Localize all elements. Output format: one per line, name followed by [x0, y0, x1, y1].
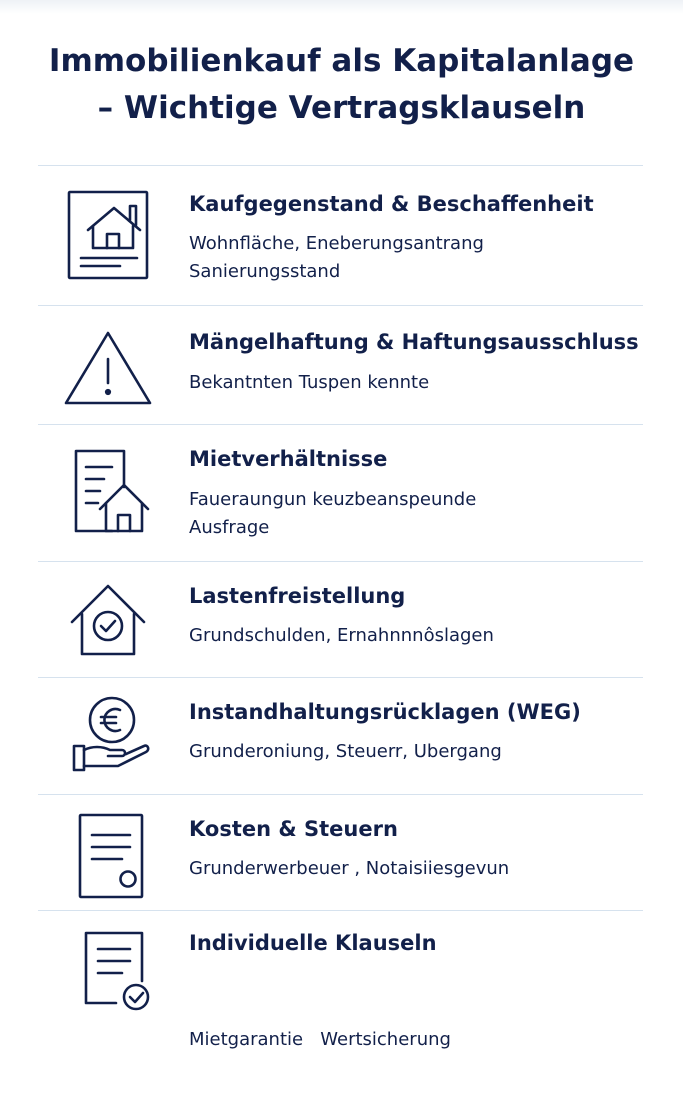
document-check-icon — [60, 929, 156, 1025]
page-title-line-2: – Wichtige Vertragsklauseln — [97, 90, 586, 126]
house-check-icon — [60, 578, 156, 674]
divider — [38, 424, 643, 425]
euro-coin-hand-icon — [60, 690, 156, 786]
divider — [38, 305, 643, 306]
item-description: Grundschulden, Ernahnnnôslagen — [189, 625, 494, 646]
warning-triangle-icon — [60, 321, 156, 417]
document-house-icon — [60, 447, 156, 543]
item-description: Grunderoniung, Steuerr, Ubergang — [189, 741, 502, 762]
document-seal-icon — [60, 811, 156, 907]
item-description: Grunderwerbeuer , Notaisiiesgevun — [189, 858, 510, 879]
divider — [38, 794, 643, 795]
divider — [38, 677, 643, 678]
page-title — [0, 38, 683, 132]
item-title: Instandhaltungsrücklagen (WEG) — [189, 700, 581, 724]
item-title: Kosten & Steuern — [189, 817, 398, 841]
house-document-icon — [60, 186, 156, 282]
item-description: Bekantnten Tuspen kennte — [189, 372, 430, 393]
item-title: Individuelle Klauseln — [189, 931, 437, 955]
item-title: Mängelhaftung & Haftungsausschluss — [189, 330, 639, 354]
item-description: Faueraungun keuzbeanspeunde Ausfrage — [189, 489, 477, 538]
item-description: Wohnfläche, Eneberungsantrang Sanierungsstand — [189, 233, 484, 282]
divider — [38, 165, 643, 166]
divider — [38, 561, 643, 562]
page-title-line-1: Immobilienkauf als Kapitalanlage — [48, 43, 635, 79]
item-title: Kaufgegenstand & Beschaffenheit — [189, 192, 594, 216]
top-fade — [0, 0, 683, 14]
item-title: Mietverhältnisse — [189, 447, 388, 471]
item-description: Mietgarantie Wertsicherung — [189, 1029, 451, 1050]
divider — [38, 910, 643, 911]
item-title: Lastenfreistellung — [189, 584, 406, 608]
